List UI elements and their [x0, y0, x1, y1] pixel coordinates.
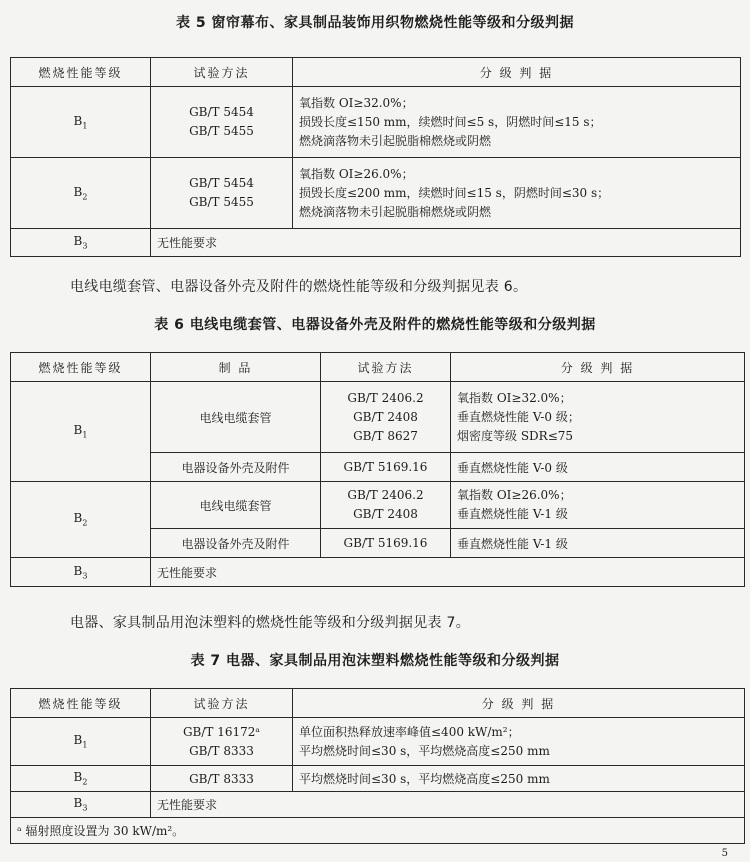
- criteria-cell: 氧指数 OI≥32.0%； 垂直燃烧性能 V-0 级； 烟密度等级 SDR≤75: [451, 382, 745, 453]
- table-row: [11, 158, 741, 229]
- table5: [10, 57, 741, 257]
- method-cell: GB/T 5454 GB/T 5455: [151, 87, 293, 158]
- table6-header-level: 燃烧性能等级: [11, 353, 151, 382]
- level-cell: $B_2$: [11, 766, 151, 792]
- table7-header-level: 燃烧性能等级: [11, 689, 151, 718]
- table-row: [11, 482, 745, 529]
- method-cell: GB/T 8333: [151, 766, 293, 792]
- criteria-cell: 单位面积热释放速率峰值≤400 kW/m²； 平均燃烧时间≤30 s，平均燃烧高度≤250 mm: [293, 718, 745, 766]
- table-row: [11, 229, 741, 257]
- table6-title: 表 6 电线电缆套管、电器设备外壳及附件的燃烧性能等级和分级判据: [154, 317, 596, 333]
- product-cell: 电线电缆套管: [151, 482, 321, 529]
- table5-header-method: 试验方法: [151, 58, 293, 87]
- table6: [10, 352, 745, 587]
- table-row: [11, 718, 745, 766]
- table-row: [11, 766, 745, 792]
- criteria-cell: 氧指数 OI≥32.0%； 损毁长度≤150 mm，续燃时间≤5 s，阴燃时间≤15 s； 燃烧滴落物未引起脱脂棉燃烧或阴燃: [293, 87, 741, 158]
- level-cell: $B_3$: [11, 229, 151, 257]
- note-cell: 无性能要求: [151, 229, 741, 257]
- level-cell: $B_2$: [11, 482, 151, 558]
- paragraph-table7-intro: 电器、家具制品用泡沫塑料的燃烧性能等级和分级判据见表 7。: [70, 615, 471, 631]
- level-cell: $B_1$: [11, 718, 151, 766]
- table6-header-method: 试验方法: [321, 353, 451, 382]
- level-cell: $B_2$: [11, 158, 151, 229]
- criteria-cell: 垂直燃烧性能 V-0 级: [451, 453, 745, 482]
- product-cell: 电器设备外壳及附件: [151, 529, 321, 558]
- level-cell: $B_1$: [11, 382, 151, 482]
- criteria-cell: 平均燃烧时间≤30 s，平均燃烧高度≤250 mm: [293, 766, 745, 792]
- table5-header-criteria: 分 级 判 据: [293, 58, 741, 87]
- table6-header-row: [11, 353, 745, 382]
- footnote-cell: ᵃ 辐射照度设置为 30 kW/m²。: [11, 818, 745, 844]
- method-cell: GB/T 5454 GB/T 5455: [151, 158, 293, 229]
- table-row: [11, 792, 745, 818]
- method-cell: GB/T 2406.2 GB/T 2408: [321, 482, 451, 529]
- note-cell: 无性能要求: [151, 792, 745, 818]
- criteria-cell: 氧指数 OI≥26.0%； 垂直燃烧性能 V-1 级: [451, 482, 745, 529]
- table6-header-criteria: 分 级 判 据: [451, 353, 745, 382]
- level-cell: $B_3$: [11, 792, 151, 818]
- table6-header-product: 制 品: [151, 353, 321, 382]
- table7-header-row: [11, 689, 745, 718]
- table-row: [11, 558, 745, 587]
- table-row: [11, 87, 741, 158]
- table7-header-criteria: 分 级 判 据: [293, 689, 745, 718]
- method-cell: GB/T 5169.16: [321, 529, 451, 558]
- table7-header-method: 试验方法: [151, 689, 293, 718]
- method-cell: GB/T 5169.16: [321, 453, 451, 482]
- method-cell: GB/T 2406.2 GB/T 2408 GB/T 8627: [321, 382, 451, 453]
- product-cell: 电线电缆套管: [151, 382, 321, 453]
- note-cell: 无性能要求: [151, 558, 745, 587]
- table-row: [11, 818, 745, 844]
- table5-header-level: 燃烧性能等级: [11, 58, 151, 87]
- level-cell: $B_1$: [11, 87, 151, 158]
- paragraph-table6-intro: 电线电缆套管、电器设备外壳及附件的燃烧性能等级和分级判据见表 6。: [70, 279, 528, 295]
- criteria-cell: 垂直燃烧性能 V-1 级: [451, 529, 745, 558]
- table7: [10, 688, 745, 844]
- page-number: 5: [721, 848, 728, 859]
- table7-title: 表 7 电器、家具制品用泡沫塑料燃烧性能等级和分级判据: [190, 653, 560, 669]
- table-row: [11, 382, 745, 453]
- product-cell: 电器设备外壳及附件: [151, 453, 321, 482]
- table5-header-row: [11, 58, 741, 87]
- criteria-cell: 氧指数 OI≥26.0%； 损毁长度≤200 mm，续燃时间≤15 s，阴燃时间≤30 s； 燃烧滴落物未引起脱脂棉燃烧或阴燃: [293, 158, 741, 229]
- method-cell: GB/T 16172ᵃ GB/T 8333: [151, 718, 293, 766]
- level-cell: $B_3$: [11, 558, 151, 587]
- table5-title: 表 5 窗帘幕布、家具制品装饰用织物燃烧性能等级和分级判据: [176, 15, 574, 31]
